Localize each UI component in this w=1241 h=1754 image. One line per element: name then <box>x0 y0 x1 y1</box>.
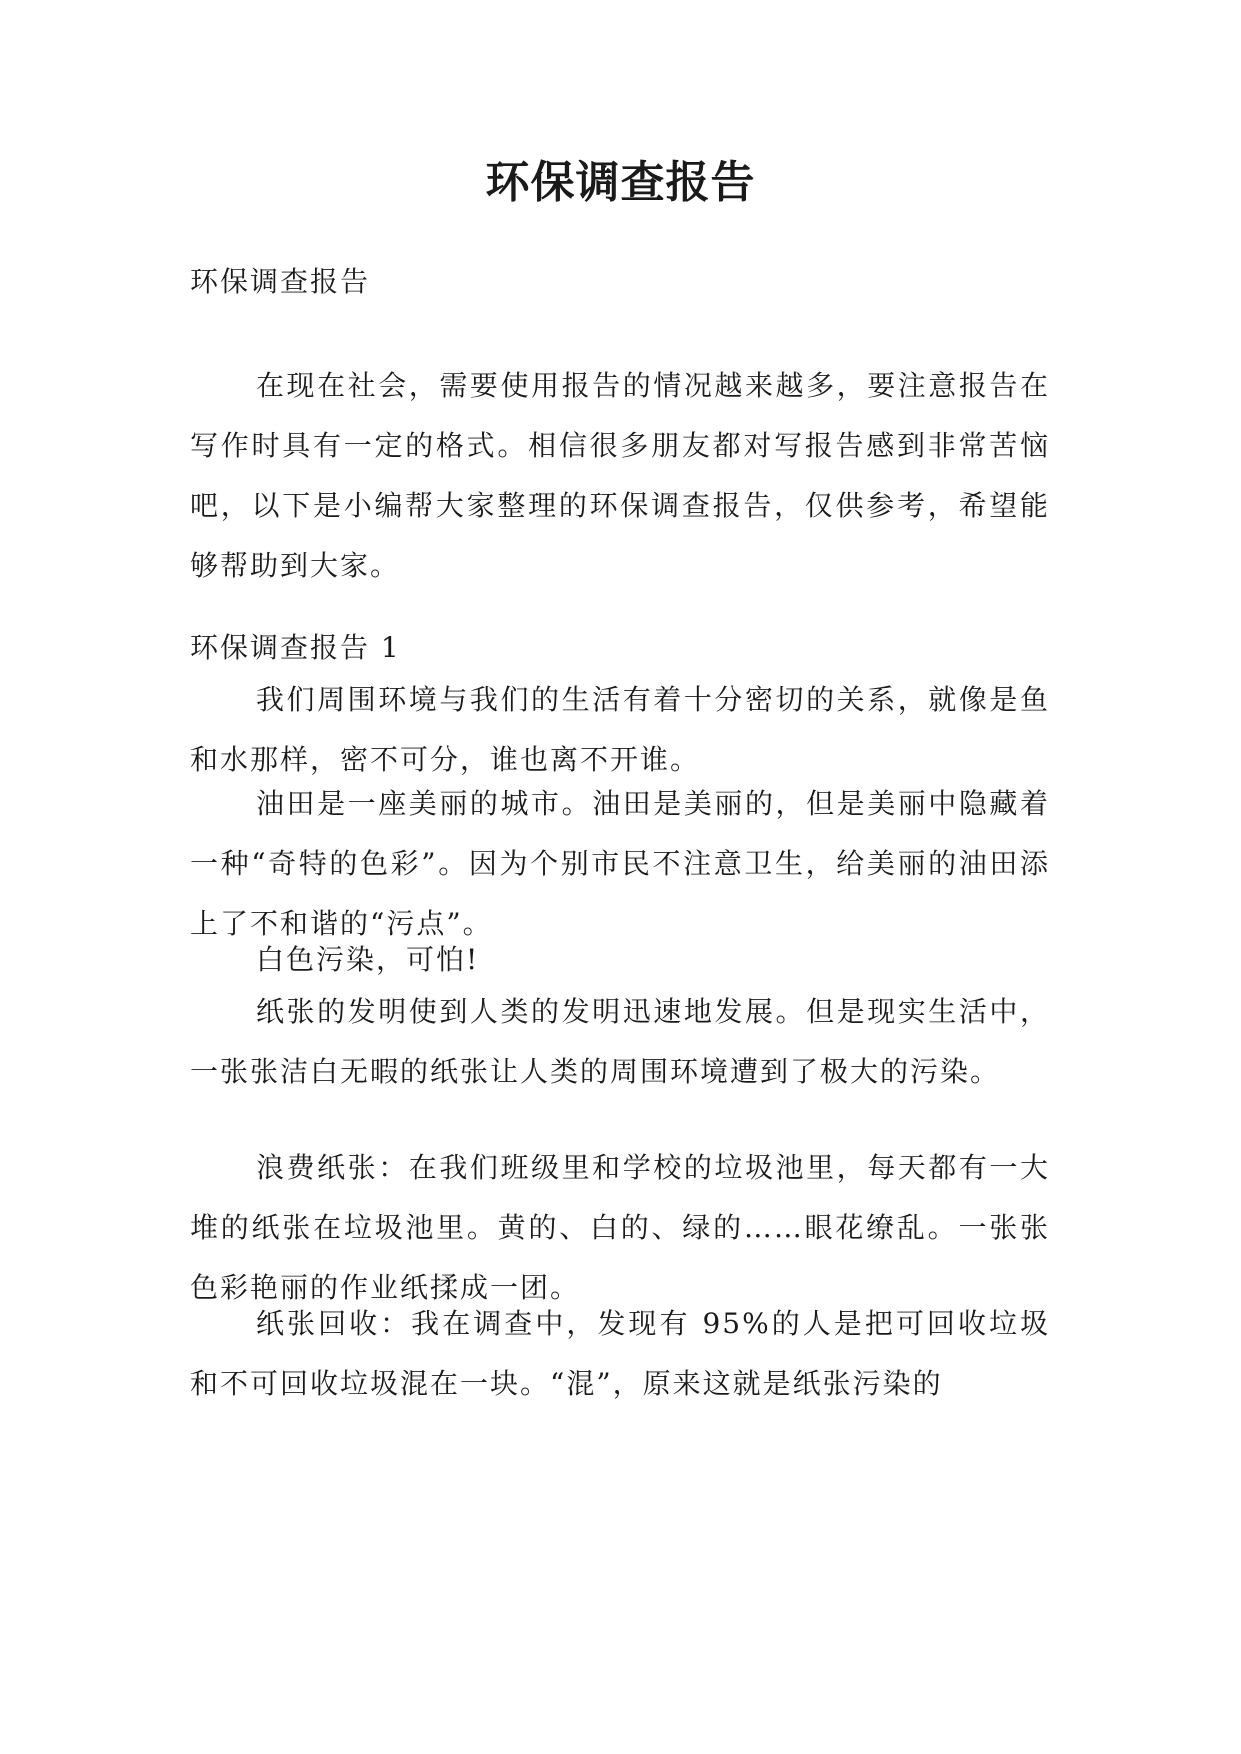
body-paragraph: 油田是一座美丽的城市。油田是美丽的，但是美丽中隐藏着一种“奇特的色彩”。因为个别市民不注意卫生，给美丽的油田添上了不和谐的“污点”。 <box>190 787 1050 940</box>
body-paragraph: 纸张回收：我在调查中，发现有 95%的人是把可回收垃圾和不可回收垃圾混在一块。“混”，原来这就是纸张污染的 <box>190 1307 1050 1400</box>
document-title: 环保调查报告 <box>485 157 756 208</box>
section-heading: 环保调查报告 1 <box>190 631 401 664</box>
intro-paragraph: 在现在社会，需要使用报告的情况越来越多，要注意报告在写作时具有一定的格式。相信很多朋友都对写报告感到非常苦恼吧，以下是小编帮大家整理的环保调查报告，仅供参考，希望能够帮助到大家。 <box>190 369 1050 582</box>
body-paragraph: 白色污染，可怕! <box>256 943 480 976</box>
document-subtitle: 环保调查报告 <box>190 265 371 298</box>
body-paragraph: 浪费纸张：在我们班级里和学校的垃圾池里，每天都有一大堆的纸张在垃圾池里。黄的、白的、绿的……眼花缭乱。一张张色彩艳丽的作业纸揉成一团。 <box>190 1151 1050 1304</box>
body-paragraph: 我们周围环境与我们的生活有着十分密切的关系，就像是鱼和水那样，密不可分，谁也离不开谁。 <box>190 683 1050 776</box>
body-paragraph: 纸张的发明使到人类的发明迅速地发展。但是现实生活中，一张张洁白无暇的纸张让人类的周围环境遭到了极大的污染。 <box>190 995 1050 1088</box>
